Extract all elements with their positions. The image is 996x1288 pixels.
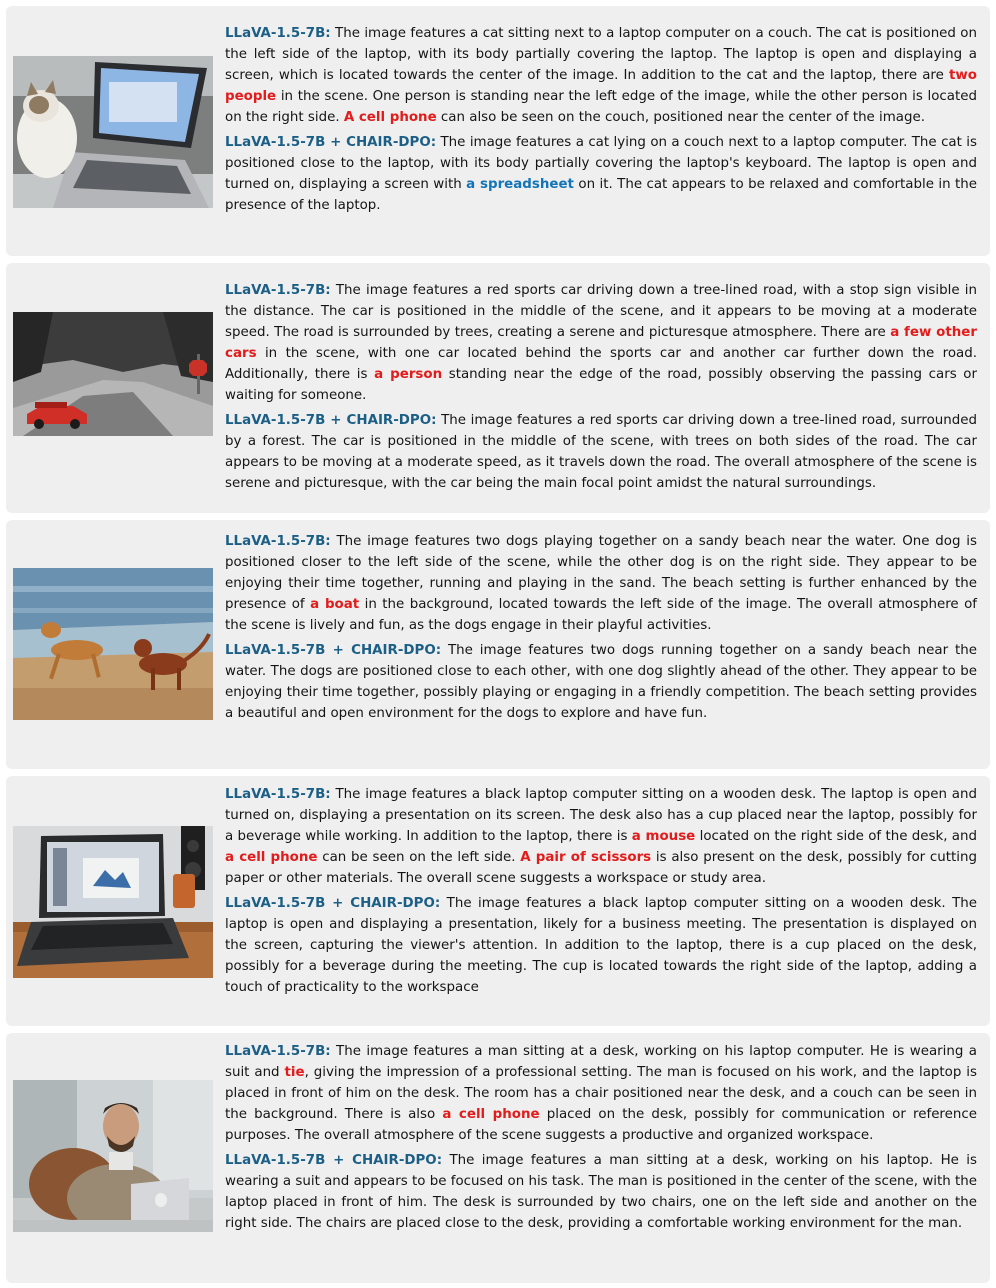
model-label-baseline: LLaVA-1.5-7B: xyxy=(225,1044,331,1059)
baseline-caption-1 xyxy=(225,23,977,128)
caption-text: standing near the edge of the road, possibly observing the passing cars or waiting for someone. xyxy=(225,367,978,403)
example-panel-3 xyxy=(6,520,990,769)
model-label-chair-dpo: LLaVA-1.5-7B + CHAIR-DPO: xyxy=(225,896,441,911)
dpo-caption-4 xyxy=(225,893,977,998)
correct-object: a spreadsheet xyxy=(466,177,574,192)
caption-text: can also be seen on the couch, positioned near the center of the image. xyxy=(436,110,926,125)
example-panel-5 xyxy=(6,1033,990,1283)
hallucinated-object: a cell phone xyxy=(442,1107,540,1122)
model-label-chair-dpo: LLaVA-1.5-7B + CHAIR-DPO: xyxy=(225,643,442,658)
hallucinated-object: A cell phone xyxy=(343,110,437,125)
caption-text: The image features a black laptop computer sitting on a wooden desk. The laptop is open and displaying a presentation, likely for a business meeting. The presentation is displayed on the screen, capturing the viewer's attention. In addition to the laptop, there is a cup placed on the desk, possibly for a beverage during the meeting. The cup is located towards the right side of the laptop, adding a touch of practicality to the workspace xyxy=(225,896,977,995)
baseline-caption-4 xyxy=(225,784,977,889)
caption-text: The image features a man sitting at a desk, working on his laptop computer. He is wearing a suit and xyxy=(225,1044,977,1080)
example-panel-1 xyxy=(6,6,990,256)
caption-text: The image features a cat lying on a couch next to a laptop computer. The cat is positioned close to the laptop, with its body partially covering the laptop's keyboard. The laptop is open and turned on, displaying a screen with xyxy=(225,135,978,192)
dpo-caption-5 xyxy=(225,1150,977,1234)
caption-text: placed on the desk, possibly for communication or reference purposes. The overall atmosphere of the scene suggests a productive and organized workspace. xyxy=(225,1107,977,1143)
caption-text: is also present on the desk, possibly for cutting paper or other materials. The overall scene suggests a workspace or study area. xyxy=(225,850,977,886)
model-label-baseline: LLaVA-1.5-7B: xyxy=(225,787,331,802)
caption-text: in the scene, with one car located behind the sports car and another car further down the road. Additionally, there is xyxy=(225,346,977,382)
caption-text: located on the right side of the desk, and xyxy=(695,829,978,844)
baseline-caption-2 xyxy=(225,280,977,406)
baseline-caption-3 xyxy=(225,531,977,636)
caption-text: The image features a black laptop computer sitting on a wooden desk. The laptop is open and turned on, displaying a presentation on its screen. The desk also has a cup placed near the laptop, possibly for a beverage while working. In addition to the laptop, there is xyxy=(225,787,977,844)
hallucinated-object: a cell phone xyxy=(225,850,318,865)
hallucinated-object: two people xyxy=(225,68,977,104)
caption-text: The image features a red sports car driving down a tree-lined road, surrounded by a forest. The car is positioned in the middle of the scene, with trees on both sides of the road. The car appears to be moving at a moderate speed, as it travels down the road. The overall atmosphere of the scene is serene and picturesque, with the car being the main focal point amidst the natural surroundings. xyxy=(225,413,977,491)
caption-text: The image features a red sports car driving down a tree-lined road, with a stop sign visible in the distance. The car is positioned in the middle of the scene, and it appears to be moving at a moderate speed. The road is surrounded by trees, creating a serene and picturesque atmosphere. There are xyxy=(225,283,977,340)
caption-block-4 xyxy=(225,784,977,998)
model-label-chair-dpo: LLaVA-1.5-7B + CHAIR-DPO: xyxy=(225,135,437,150)
hallucinated-object: tie xyxy=(284,1065,305,1080)
hallucinated-object: A pair of scissors xyxy=(520,850,652,865)
dpo-caption-2 xyxy=(225,410,977,494)
caption-text: The image features a man sitting at a desk, working on his laptop. He is wearing a suit and appears to be focused on his task. The man is positioned in the center of the scene, with the laptop placed in front of him. The desk is surrounded by two chairs, one on the left side and another on the right side. The chairs are placed close to the desk, providing a comfortable working environment for the man. xyxy=(225,1153,977,1231)
model-label-baseline: LLaVA-1.5-7B: xyxy=(225,534,331,549)
hallucinated-object: a person xyxy=(374,367,443,382)
caption-block-3 xyxy=(225,531,977,724)
example-panel-2 xyxy=(6,263,990,513)
caption-block-1 xyxy=(225,23,977,216)
hallucinated-object: a boat xyxy=(310,597,360,612)
caption-text: The image features a cat sitting next to a laptop computer on a couch. The cat is positioned on the left side of the laptop, with its body partially covering the laptop. The laptop is open and displaying a screen, which is located towards the center of the image. In addition to the cat and the laptop, there are xyxy=(225,26,977,83)
model-label-chair-dpo: LLaVA-1.5-7B + CHAIR-DPO: xyxy=(225,413,437,428)
model-label-chair-dpo: LLaVA-1.5-7B + CHAIR-DPO: xyxy=(225,1153,443,1168)
caption-text: in the background, located towards the left side of the image. The overall atmosphere of the scene is lively and fun, as the dogs engage in their playful activities. xyxy=(225,597,978,633)
caption-block-5 xyxy=(225,1041,977,1234)
example-image-cat-laptop xyxy=(13,56,213,208)
example-image-man-laptop xyxy=(13,1080,213,1232)
model-label-baseline: LLaVA-1.5-7B: xyxy=(225,283,331,298)
example-image-red-car xyxy=(13,312,213,436)
caption-text: The image features two dogs playing together on a sandy beach near the water. One dog is positioned closer to the left side of the scene, while the other dog is on the right side. They appear to be enjoying their time together, running and playing in the sand. The beach setting is further enhanced by the presence of xyxy=(225,534,977,612)
baseline-caption-5 xyxy=(225,1041,977,1146)
dpo-caption-3 xyxy=(225,640,977,724)
caption-text: The image features two dogs running together on a sandy beach near the water. The dogs are positioned close to each other, with one dog slightly ahead of the other. They appear to be enjoying their time together, possibly playing or engaging in a friendly competition. The beach setting provides a beautiful and open environment for the dogs to explore and have fun. xyxy=(225,643,977,721)
caption-text: in the scene. One person is standing near the left edge of the image, while the other person is located on the right side. xyxy=(225,89,977,125)
caption-text: can be seen on the left side. xyxy=(317,850,521,865)
caption-block-2 xyxy=(225,280,977,494)
model-label-baseline: LLaVA-1.5-7B: xyxy=(225,26,331,41)
caption-text: , giving the impression of a professional setting. The man is focused on his work, and the laptop is placed in front of him on the desk. The room has a chair positioned near the desk, and a couch can be seen in the background. There is also xyxy=(225,1065,978,1122)
example-image-dogs-beach xyxy=(13,568,213,720)
hallucinated-object: a mouse xyxy=(631,829,696,844)
example-panel-4 xyxy=(6,776,990,1026)
dpo-caption-1 xyxy=(225,132,977,216)
example-image-laptop-desk xyxy=(13,826,213,978)
hallucinated-object: a few other cars xyxy=(225,325,977,361)
caption-text: on it. The cat appears to be relaxed and comfortable in the presence of the laptop. xyxy=(225,177,977,213)
